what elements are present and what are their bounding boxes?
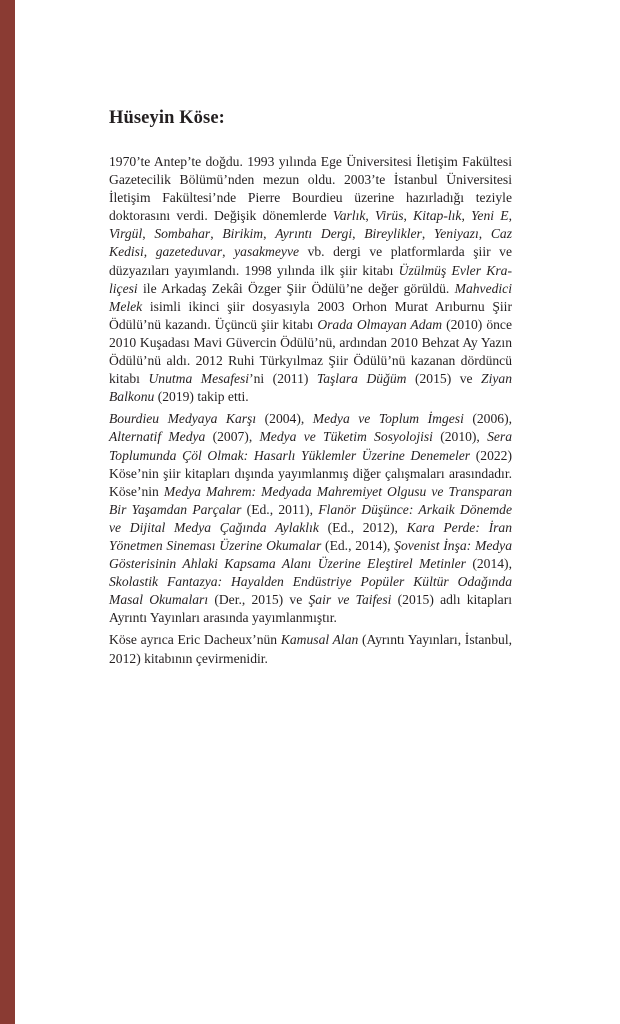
text-run: ,: [352, 226, 365, 242]
italic-title: Kitap-lık: [413, 208, 462, 224]
text-run: Köse ayrıca Eric Dacheux’nün: [109, 632, 281, 648]
text-run: isimli ikinci şiir dosyasıyla 2003 Orhon Murat Arıburnu Şiir Ödülü’nü kazandı. Üçüncü şiir kitabı: [109, 298, 512, 332]
italic-title: Virüs: [375, 208, 404, 224]
italic-title: Skolastik Fantazya: Hayalden Endüstriye Popüler Kültür Odağında Masal Okumaları: [109, 574, 512, 608]
text-run: ’ni (2011): [249, 371, 317, 387]
text-run: (2004),: [256, 411, 313, 427]
book-spine-stripe: [0, 0, 15, 1024]
text-run: (Der., 2015) ve: [208, 592, 309, 608]
italic-title: Yeni E: [471, 208, 509, 224]
italic-title: Kamusal Alan: [280, 632, 359, 648]
italic-title: Sera Toplumunda Çöl Olmak: Hasarlı Yüklemler Üzerine Denemeler: [109, 429, 512, 463]
text-run: (2015) ve: [406, 371, 482, 387]
text-run: vb. dergi ve platformlarda şiir ve düzyazıları yayımlandı. 1998 yılında ilk şiir kitabı: [109, 244, 513, 278]
bio-paragraph-1: [109, 153, 512, 406]
text-run: ,: [421, 226, 434, 242]
italic-title: Birikim: [222, 226, 264, 242]
italic-title: Bourdieu Medyaya Karşı: [109, 411, 257, 427]
italic-title: Üzülmüş Evler Kraliçesi: [109, 262, 512, 296]
text-run: (2006),: [463, 411, 512, 427]
text-run: (2010) önce 2010 Kuşadası Mavi Güvercin Ödülü’nü, ardından 2010 Behzat Ay Yazın Ödülü’nü aldı. 2012 Ruhi Türkyılmaz Şiir Ödülü’nü kazanan dördüncü kitabı: [109, 316, 512, 387]
italic-title: Orada Olmayan Adam: [317, 316, 443, 332]
text-run: ,: [210, 226, 223, 242]
text-run: ,: [478, 226, 491, 242]
italic-title: Yeniyazı: [433, 226, 479, 242]
text-run: 1970’te Antep’te doğdu. 1993 yılında Ege Üniversitesi İletişim Fakültesi Gazetecilik Bölümü’nden mezun oldu. 2003’te İstanbul Üniversitesi İletişim Fakültesi’nde Pierre Bourdieu üzerine hazırladığı teziyle doktorasını verdi. Değişik dönemlerde: [109, 154, 512, 224]
text-run: (2022) Köse’nin şiir kitapları dışında yayımlanmış diğer çalışmaları arasındadır. Köse’nin: [109, 447, 512, 499]
bio-paragraphs: [109, 153, 512, 668]
italic-title: Ayrıntı Dergi: [275, 226, 353, 242]
text-run: (Ayrıntı Yayınları, İstanbul, 2012) kitabının çevirmenidir.: [109, 632, 513, 666]
italic-title: Flanör Düşünce: Arkaik Dönemde ve Dijital Medya Çağında Aylaklık: [109, 501, 512, 535]
italic-title: Varlık: [332, 208, 366, 224]
italic-title: gazeteduvar: [155, 244, 223, 260]
text-run: (2014),: [465, 556, 512, 572]
text-run: (2015) adlı kitapları Ayrıntı Yayınları arasında yayımlanmıştır.: [109, 592, 512, 626]
text-run: ,: [461, 208, 472, 224]
italic-title: Taşlara Düğüm: [316, 371, 407, 387]
italic-title: Bireylikler: [364, 226, 422, 242]
text-run: ,: [508, 208, 512, 224]
italic-title: Alternatif Medya: [109, 429, 206, 445]
italic-title: Caz Kedisi: [109, 226, 512, 260]
text-run: ,: [142, 226, 155, 242]
text-run: (Ed., 2014),: [321, 537, 395, 553]
text-run: (Ed., 2012),: [318, 519, 407, 535]
text-run: (2010),: [432, 429, 488, 445]
author-bio: [109, 108, 512, 672]
text-run: ,: [263, 226, 276, 242]
italic-title: Medya Mahrem: Medyada Mahremiyet Olgusu ve Transparan Bir Yaşamdan Parçalar: [109, 483, 513, 517]
bio-paragraph-3: [109, 631, 512, 667]
text-run: (2007),: [205, 429, 260, 445]
text-run: ile Arkadaş Zekâi Özger Şiir Ödülü’ne değer görüldü.: [137, 280, 455, 296]
text-run: (Ed., 2011),: [241, 501, 319, 517]
author-name-heading: Hüseyin Köse:: [109, 108, 225, 128]
italic-title: Medya ve Toplum İmgesi: [312, 411, 464, 427]
italic-title: Mahvedici Melek: [109, 280, 512, 314]
text-run: ,: [403, 208, 414, 224]
italic-title: Virgül: [109, 226, 143, 242]
italic-title: Unutma Mesafesi: [148, 371, 250, 387]
text-run: ,: [143, 244, 156, 260]
italic-title: Şovenist İnşa: Medya Gösterisinin Ahlaki Kapsama Alanı Üzerine Eleştirel Metinler: [109, 537, 512, 572]
italic-title: Şair ve Taifesi: [308, 592, 392, 608]
bio-paragraph-2: [109, 410, 512, 627]
italic-title: yasakmeyve: [234, 244, 300, 260]
text-run: ,: [365, 208, 376, 224]
text-run: (2019) takip etti.: [154, 389, 249, 405]
italic-title: Sombahar: [154, 226, 211, 242]
italic-title: Ziyan Balkonu: [109, 371, 512, 405]
italic-title: Medya ve Tüketim Sosyolojisi: [259, 429, 433, 445]
text-run: ,: [222, 244, 235, 260]
italic-title: Kara Perde: İran Yönetmen Sineması Üzerine Okumalar: [109, 519, 513, 553]
